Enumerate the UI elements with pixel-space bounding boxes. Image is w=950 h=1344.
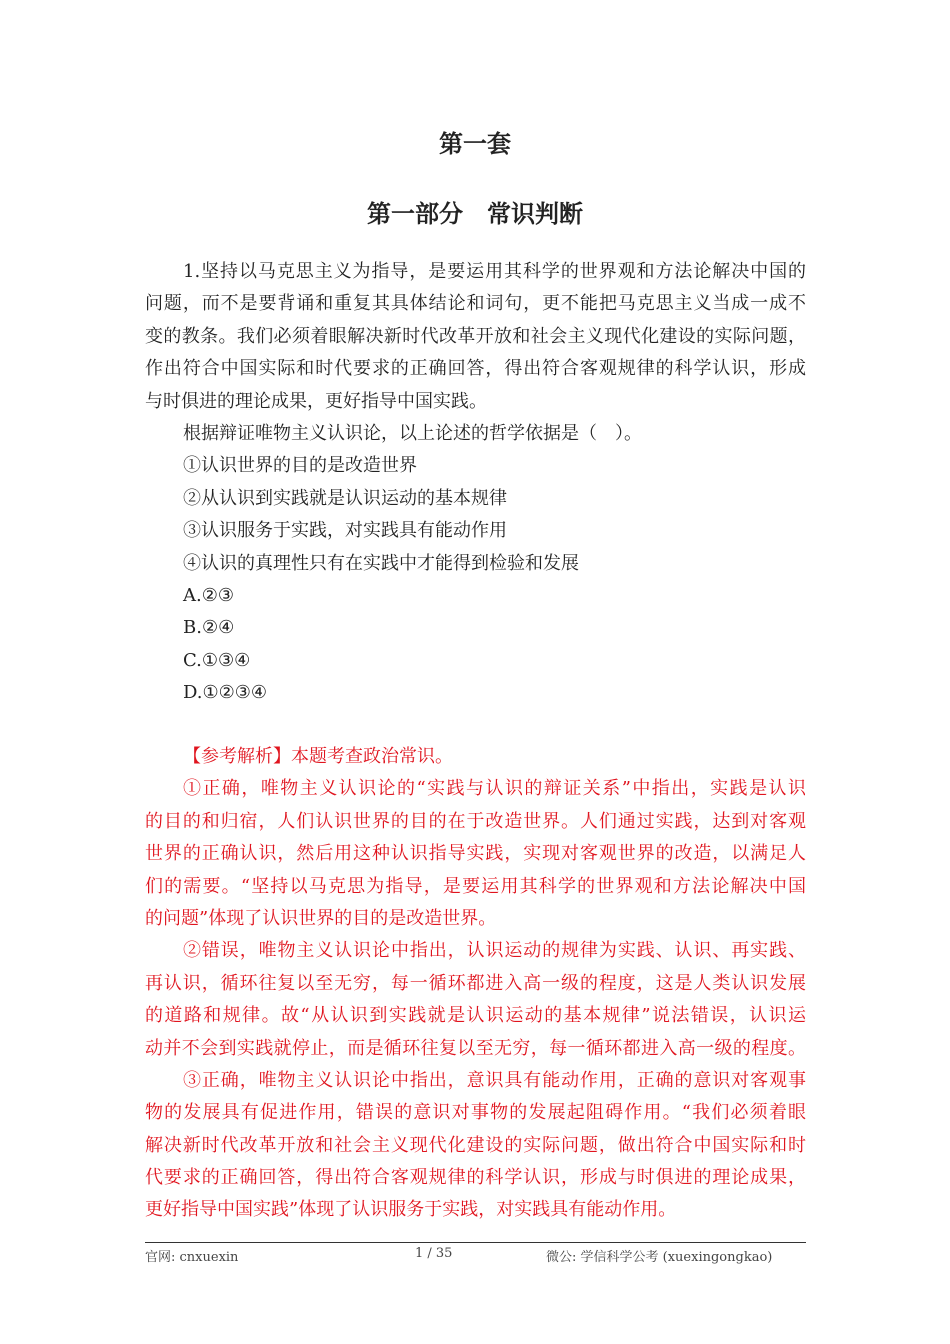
analysis-line: 的道路和规律。故“从认识到实践就是认识运动的基本规律”说法错误，认识运 bbox=[145, 1005, 806, 1027]
statement: ③认识服务于实践，对实践具有能动作用 bbox=[183, 520, 507, 542]
question-stem-line: 变的教条。我们必须着眼解决新时代改革开放和社会主义现代化建设的实际问题， bbox=[145, 325, 806, 347]
analysis-line: 更好指导中国实践”体现了认识服务于实践，对实践具有能动作用。 bbox=[145, 1199, 677, 1221]
analysis-line: 动并不会到实践就停止，而是循环往复以至无穷，每一循环都进入高一级的程度。 bbox=[145, 1037, 806, 1059]
analysis-header: 【参考解析】本题考查政治常识。 bbox=[183, 746, 453, 767]
option-a: A.②③ bbox=[183, 584, 234, 606]
analysis-line: ③正确，唯物主义认识论中指出，意识具有能动作用，正确的意识对客观事 bbox=[183, 1069, 806, 1091]
question-stem-line: 作出符合中国实际和时代要求的正确回答，得出符合客观规律的科学认识，形成 bbox=[145, 358, 806, 380]
footer-wechat: 微公: 学信科学公考 (xuexingongkao) bbox=[546, 1250, 773, 1265]
analysis-line: 解决新时代改革开放和社会主义现代化建设的实际问题，做出符合中国实际和时 bbox=[145, 1134, 806, 1156]
option-b: B.②④ bbox=[183, 617, 235, 639]
section-heading: 第一部分 常识判断 bbox=[367, 199, 583, 228]
analysis-line: 物的发展具有促进作用，错误的意识对事物的发展起阻碍作用。“我们必须着眼 bbox=[145, 1102, 806, 1124]
question-block bbox=[145, 256, 806, 709]
analysis-line: 世界的正确认识，然后用这种认识指导实践，实现对客观世界的改造，以满足人 bbox=[145, 843, 806, 865]
analysis-line: 再认识，循环往复以至无穷，每一循环都进入高一级的程度，这是人类认识发展 bbox=[145, 972, 806, 994]
statement: ①认识世界的目的是改造世界 bbox=[183, 455, 417, 477]
question-stem-line: 1.坚持以马克思主义为指导，是要运用其科学的世界观和方法论解决中国的 bbox=[183, 261, 806, 282]
analysis-line: 的目的和归宿，人们认识世界的目的在于改造世界。人们通过实践，达到对客观 bbox=[145, 810, 806, 832]
analysis-line: 代要求的正确回答，得出符合客观规律的科学认识，形成与时俱进的理论成果， bbox=[145, 1167, 806, 1189]
question-prompt: 根据辩证唯物主义认识论，以上论述的哲学依据是（ ）。 bbox=[183, 422, 642, 444]
question-stem-line: 问题，而不是要背诵和重复其具体结论和词句，更不能把马克思主义当成一成不 bbox=[145, 293, 806, 315]
footer-divider bbox=[145, 1242, 806, 1243]
option-c: C.①③④ bbox=[183, 649, 251, 671]
statement: ②从认识到实践就是认识运动的基本规律 bbox=[183, 487, 507, 509]
document-title: 第一套 bbox=[439, 129, 511, 158]
footer-website: 官网: cnxuexin bbox=[145, 1250, 239, 1265]
page-number: 1 / 35 bbox=[415, 1246, 453, 1261]
option-d: D.①②③④ bbox=[183, 682, 268, 704]
analysis-block bbox=[145, 741, 806, 1227]
analysis-line: 的问题”体现了认识世界的目的是改造世界。 bbox=[145, 907, 497, 929]
statement: ④认识的真理性只有在实践中才能得到检验和发展 bbox=[183, 552, 579, 574]
analysis-line: ①正确，唯物主义认识论的“实践与认识的辩证关系”中指出，实践是认识 bbox=[183, 778, 806, 800]
analysis-line: 们的需要。“坚持以马克思为指导，是要运用其科学的世界观和方法论解决中国 bbox=[145, 875, 806, 897]
analysis-line: ②错误，唯物主义认识论中指出，认识运动的规律为实践、认识、再实践、 bbox=[183, 940, 806, 962]
question-stem-line: 与时俱进的理论成果，更好指导中国实践。 bbox=[145, 390, 487, 412]
